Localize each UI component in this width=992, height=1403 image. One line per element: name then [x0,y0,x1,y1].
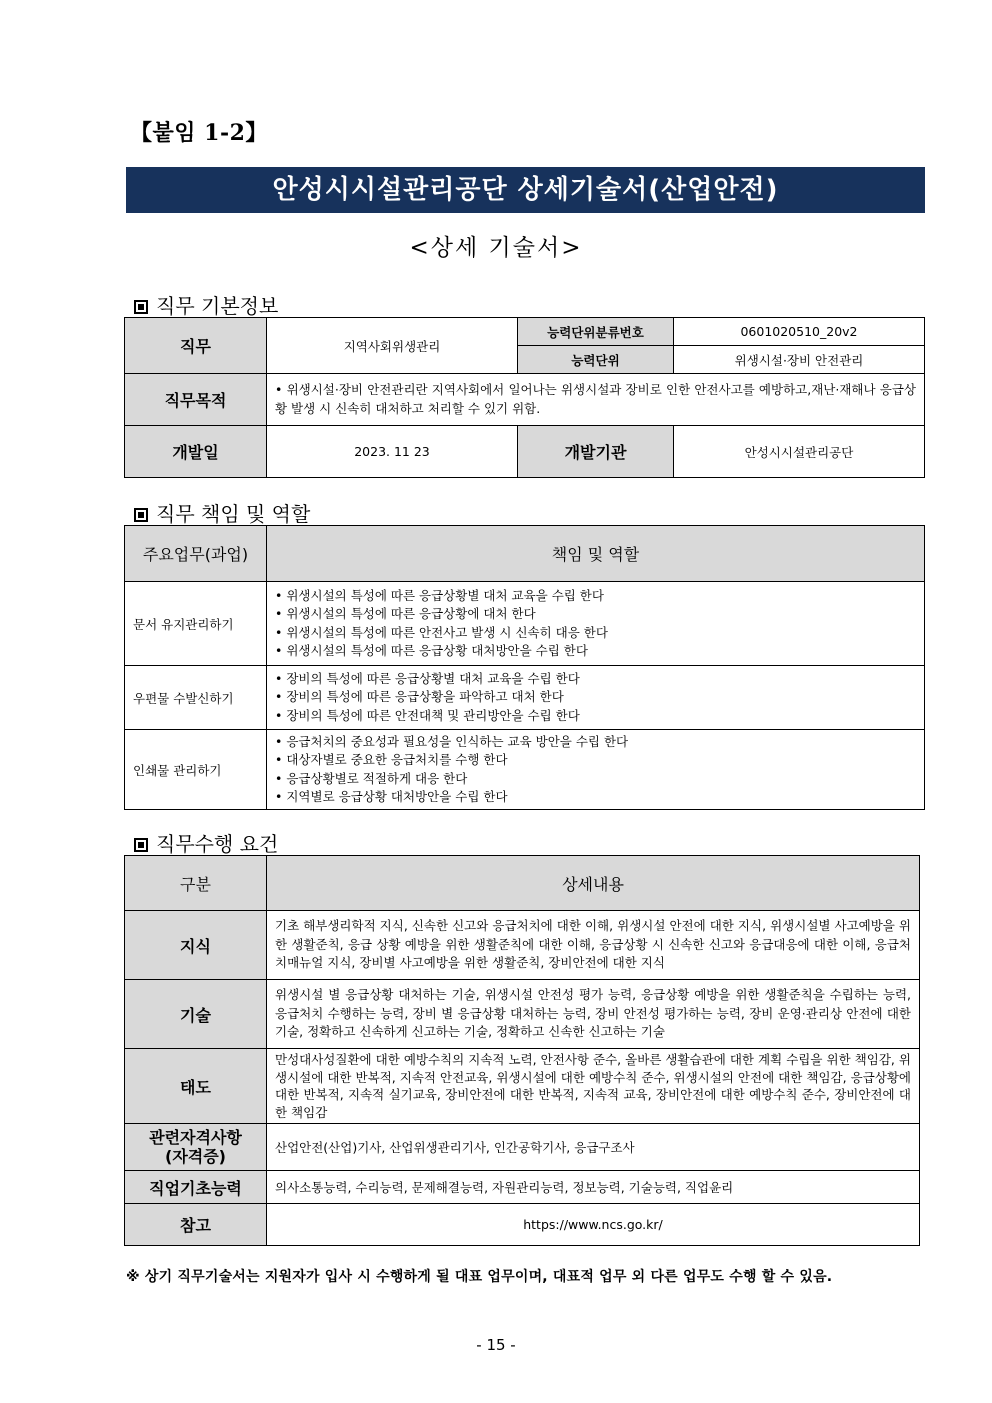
basic-competency-value: 의사소통능력, 수리능력, 문제해결능력, 자원관리능력, 정보능력, 기술능력, 직업윤리 [267,1171,920,1204]
section-heading-text: 직무수행 요건 [156,832,279,856]
basic-competency-label: 직업기초능력 [125,1171,267,1204]
knowledge-label: 지식 [125,911,267,980]
dev-org-value: 안성시시설관리공단 [674,426,925,478]
list-item: • 위생시설의 특성에 따른 응급상황 대처방안을 수립 한다 [275,643,588,658]
role-list [267,730,925,810]
certification-label [125,1124,267,1171]
basic-info-table [124,317,925,478]
list-item: • 장비의 특성에 따른 응급상황을 파악하고 대처 한다 [275,689,564,705]
certification-value: 산업안전(산업)기사, 산업위생관리기사, 인간공학기사, 응급구조사 [267,1124,920,1171]
section-heading-text: 직무 책임 및 역할 [156,502,311,526]
section-heading-requirements [134,828,278,857]
role-header: 책임 및 역할 [267,526,925,582]
attitude-value: 만성대사성질환에 대한 예방수칙의 지속적 노력, 안전사항 준수, 올바른 생활습관에 대한 계획 수립을 위한 책임감, 위생시설에 대한 반복적, 지속적 안전교육, 위생시설에 대한 예방수칙 준수, 위생시설의 안전에 대한 책임감, 응급상황에 대한 반복적, 지속적 실기교육, 장비안전에 대한 반복적, 지속적 교육, 장비안전에 대한 예방수칙 준수, 장비안전에 대한 책임감 [267,1049,920,1124]
role-list [267,666,925,730]
certification-label-line: 관련자격사항 [149,1128,242,1147]
task-name: 우편물 수발신하기 [125,666,267,730]
list-item: • 대상자별로 중요한 응급처치를 수행 한다 [275,752,508,767]
list-item: • 지역별로 응급상황 대처방안을 수립 한다 [275,789,508,804]
table-row [125,666,925,730]
table-row [125,730,925,810]
skill-label: 기술 [125,980,267,1049]
job-value: 지역사회위생관리 [267,318,518,374]
purpose-label: 직무목적 [125,374,267,426]
job-label: 직무 [125,318,267,374]
unit-value: 위생시설·장비 안전관리 [674,346,925,374]
footnote: ※ 상기 직무기술서는 지원자가 입사 시 수행하게 될 대표 업무이며, 대표적 업무 외 다른 업무도 수행 할 수 있음. [126,1269,833,1285]
document-subtitle: <상세 기술서> [409,235,583,261]
unit-label: 능력단위 [518,346,674,374]
dev-date-label: 개발일 [125,426,267,478]
section-heading-basic-info [134,290,278,319]
code-label: 능력단위분류번호 [518,318,674,346]
task-name: 인쇄물 관리하기 [125,730,267,810]
list-item: • 장비의 특성에 따른 응급상황별 대처 교육을 수립 한다 [275,670,580,686]
list-item: • 응급상황별로 적절하게 대응 한다 [275,770,468,786]
knowledge-value: 기초 해부생리학적 지식, 신속한 신고와 응급처치에 대한 이해, 위생시설 안전에 대한 지식, 위생시설별 사고예방을 위한 생활준칙, 응급 상황 예방을 위한 생활준칙에 대한 이해, 응급상황 시 신속한 신고와 응급대응에 대한 이해, 응급처치매뉴얼 지식, 장비별 사고예방을 위한 생활준칙, 장비안전에 대한 지식 [267,911,920,980]
section-heading-responsibilities [134,498,310,527]
reference-link[interactable]: https://www.ncs.go.kr/ [267,1204,920,1246]
detail-header: 상세내용 [267,856,920,911]
dev-date-value: 2023. 11 23 [267,426,518,478]
square-bullet-icon [134,300,148,314]
skill-value: 위생시설 별 응급상황 대처하는 기술, 위생시설 안전성 평가 능력, 응급상황 예방을 위한 생활준칙을 수립하는 능력, 응급처치 수행하는 능력, 장비 별 응급상황 대처하는 능력, 장비 안전성 평가하는 능력, 장비 운영·관리상 안전에 대한 기술, 정확하고 신속하게 신고하는 기술, 정확하고 신속한 신고하는 기술 [267,980,920,1049]
certification-label-line: (자격증) [165,1147,226,1166]
responsibilities-table [124,525,925,810]
list-item: • 위생시설의 특성에 따른 응급상황에 대처 한다 [275,606,536,621]
table-row [125,582,925,666]
reference-label: 참고 [125,1204,267,1246]
square-bullet-icon [134,838,148,852]
task-name: 문서 유지관리하기 [125,582,267,666]
square-bullet-icon [134,508,148,522]
list-item: • 위생시설의 특성에 따른 응급상황별 대처 교육을 수립 한다 [275,587,604,603]
list-item: • 응급처치의 중요성과 필요성을 인식하는 교육 방안을 수립 한다 [275,733,629,749]
category-header: 구분 [125,856,267,911]
purpose-value: • 위생시설·장비 안전관리란 지역사회에서 일어나는 위생시설과 장비로 인한 안전사고를 예방하고,재난·재해나 응급상황 발생 시 신속히 대처하고 처리할 수 있기 위함. [267,374,925,426]
role-list [267,582,925,666]
list-item: • 위생시설의 특성에 따른 안전사고 발생 시 신속히 대응 한다 [275,624,608,640]
document-title-banner: 안성시시설관리공단 상세기술서(산업안전) [126,167,925,213]
attitude-label: 태도 [125,1049,267,1124]
page-number: - 15 - [476,1336,516,1354]
task-header: 주요업무(과업) [125,526,267,582]
requirements-table [124,855,920,1246]
section-heading-text: 직무 기본정보 [156,294,279,318]
attachment-label: 【붙임 1-2】 [130,120,268,146]
code-value: 0601020510_20v2 [674,318,925,346]
list-item: • 장비의 특성에 따른 안전대책 및 관리방안을 수립 한다 [275,707,580,723]
dev-org-label: 개발기관 [518,426,674,478]
